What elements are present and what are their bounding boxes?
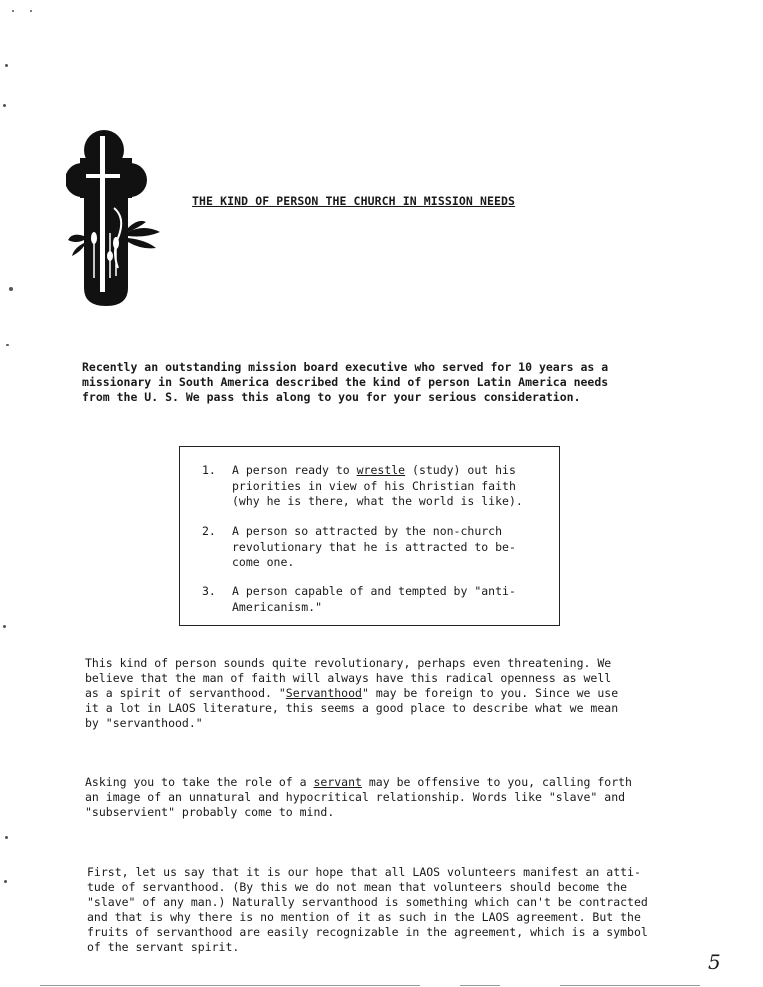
list-item-text: revolutionary that he is attracted to be-	[232, 539, 516, 554]
servant-role-paragraph	[85, 775, 632, 820]
list-item-text: (why he is there, what the world is like).	[232, 494, 523, 508]
list-item-text: priorities in view of his Christian faith	[232, 478, 516, 493]
servanthood-paragraph	[85, 656, 618, 731]
list-item-text: (study) out his	[405, 463, 516, 477]
intro-paragraph	[82, 360, 608, 405]
paragraph-line: of the servant spirit.	[87, 940, 240, 954]
paragraph-line: may be offensive to you, calling forth	[361, 775, 632, 789]
scan-speck	[9, 287, 13, 291]
scan-edge-line	[460, 985, 500, 986]
paragraph-line: Asking you to take the role of a	[85, 775, 314, 789]
intro-line: from the U. S. We pass this along to you for your serious consideration.	[82, 390, 581, 404]
list-item-text: come one.	[232, 555, 295, 569]
list-item-number: 2.	[202, 524, 216, 538]
needs-list-box	[179, 446, 560, 626]
scan-speck	[5, 64, 8, 67]
scan-speck	[3, 625, 6, 628]
paragraph-line: and that is why there is no mention of it as such in the LAOS agreement. But the	[87, 910, 641, 924]
paragraph-line: by "servanthood."	[85, 716, 203, 730]
volunteers-paragraph	[87, 865, 648, 955]
paragraph-line: as a spirit of servanthood. "	[85, 686, 286, 700]
intro-line: missionary in South America described the kind of person Latin America needs	[82, 375, 609, 389]
list-item-text: A person ready to	[232, 463, 357, 477]
scan-speck	[30, 10, 32, 12]
paragraph-line: "subservient" probably come to mind.	[85, 805, 335, 819]
scan-speck	[6, 344, 9, 346]
paragraph-line: it a lot in LAOS literature, this seems a good place to describe what we mean	[85, 701, 619, 715]
underlined-word: wrestle	[356, 463, 406, 477]
scan-edge-line	[40, 985, 420, 986]
page-number: 5	[708, 950, 721, 974]
paragraph-line: First, let us say that it is our hope that all LAOS volunteers manifest an atti-	[87, 865, 641, 879]
scan-speck	[12, 10, 14, 12]
list-item-number: 3.	[202, 584, 216, 598]
page-title: THE KIND OF PERSON THE CHURCH IN MISSION NEEDS	[192, 194, 516, 208]
cross-tree-emblem-icon	[66, 128, 166, 308]
scan-speck	[3, 104, 6, 107]
scan-edge-line	[560, 985, 700, 986]
paragraph-line: This kind of person sounds quite revolutionary, perhaps even threatening. We	[85, 656, 612, 670]
list-item-text: Americanism."	[232, 599, 323, 614]
list-item-text: A person capable of and tempted by "anti-	[232, 584, 516, 598]
intro-line: Recently an outstanding mission board executive who served for 10 years as a	[82, 360, 609, 374]
scan-speck	[5, 836, 8, 839]
paragraph-line: "slave" of any man.) Naturally servanthood is something which can't be contracted	[87, 895, 648, 909]
underlined-word: Servanthood	[285, 686, 362, 700]
paragraph-line: tude of servanthood. (By this we do not mean that volunteers should become the	[87, 880, 628, 894]
paragraph-line: believe that the man of faith will always have this radical openness as well	[85, 671, 612, 685]
list-item-number: 1.	[202, 463, 216, 477]
paragraph-line: fruits of servanthood are easily recognizable in the agreement, which is a symbol	[87, 925, 648, 939]
scan-speck	[4, 880, 7, 883]
list-item-text: A person so attracted by the non-church	[232, 524, 503, 538]
paragraph-line: an image of an unnatural and hypocritical relationship. Words like "slave" and	[85, 790, 626, 804]
underlined-word: servant	[313, 775, 362, 789]
paragraph-line: " may be foreign to you. Since we use	[361, 686, 619, 700]
